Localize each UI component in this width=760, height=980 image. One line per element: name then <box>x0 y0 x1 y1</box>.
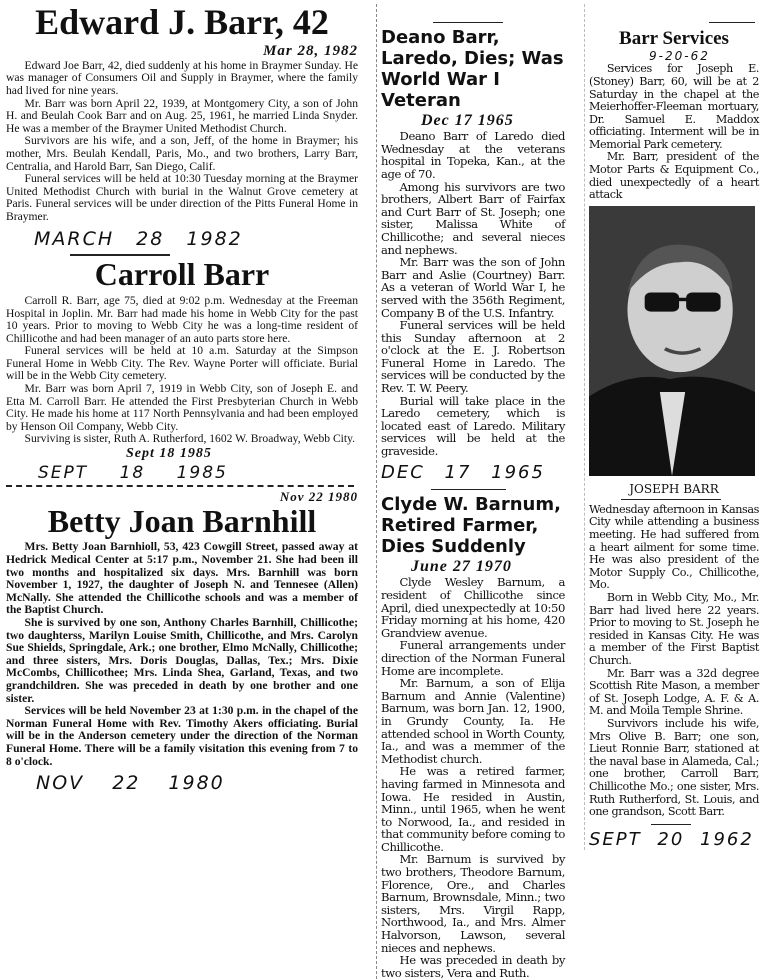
joseph-body-top <box>589 63 759 202</box>
betty-handwritten-note: Nov 22 1980 <box>279 489 358 505</box>
paragraph: Deano Barr of Laredo died Wednesday at the veterans hospital in Topeka, Kan., at the age of 70. <box>381 129 565 181</box>
deano-title: Deano Barr, Laredo, Dies; Was World War I Veteran <box>381 27 564 111</box>
paragraph: She is survived by one son, Anthony Charles Barnhill, Chillicothe; two daughterss, Marilyn Louise Smith, Chillicothe, and Mrs. Carolyn Sue Shields, Springdale, Ark.; one brother, Elmo McNally, Chillicothe; and three sisters, Mrs. Doris Douglas, Dallas, Tex.; Mrs. Dixie McCombs, Chillicothee; Mrs. Linda Shea, Garland, Texas, and two grandchildren. She was preceded in death by one brother and one sister. <box>6 615 358 705</box>
deano-body <box>381 130 565 457</box>
paragraph: Survivors are his wife, and a son, Jeff, of the home in Braymer; his mother, Mrs. Beulah Kendall, Paris, Mo., and two brothers, Larry Barr, Centralia, and Harold Barr, San Diego, Calif. <box>6 134 358 173</box>
paragraph: Mr. Barr was born April 22, 1939, at Montgomery City, a son of John H. and Beulah Cook Barr and on Aug. 25, 1961, he married Linda Snyder. He was a member of the Braymer United Methodist Church. <box>6 96 358 135</box>
edward-barr-obituary <box>6 4 358 250</box>
edward-title: Edward J. Barr, 42 <box>35 2 329 42</box>
paragraph: Mrs. Betty Joan Barnhioll, 53, 423 Cowgill Street, passed away at Hedrick Medical Center at 5:17 p.m., November 21. She had been ill two months and hospitalized six days. Mrs. Barnhill was born November 1, 1927, the daughter of Joseph N. and Tennesee (Allen) McNally. She attended the Chillicothe schools and was a member of the Baptist Church. <box>6 540 358 617</box>
right-column <box>584 4 759 850</box>
paragraph: Wednesday afternoon in Kansas City while attending a business meeting. He had suffered from a heart ailment for some time. He was also president of the Motor Supply Co., Chillicothe, Mo. <box>589 502 759 592</box>
divider <box>433 22 503 23</box>
joseph-barr-continued <box>589 482 759 850</box>
divider <box>709 22 755 23</box>
middle-column <box>376 4 565 979</box>
paragraph: Carroll R. Barr, age 75, died at 9:02 p.m. Wednesday at the Freeman Hospital in Joplin. Mr. Barr had made his home in Webb City for the past 10 years. Prior to moving to Webb City he was a long-time resident of Chillicothe and had been manager of an auto parts store here. <box>6 293 358 345</box>
deano-barr-obituary <box>381 27 565 483</box>
paragraph: He was preceded in death by two sisters, Vera and Ruth. <box>381 953 565 980</box>
paragraph: Burial will take place in the Laredo cemetery, which is located east of Laredo. Military services will be held at the graveside. <box>381 393 565 459</box>
clyde-barnum-obituary <box>381 494 565 979</box>
paragraph: Services will be held November 23 at 1:30 p.m. in the chapel of the Norman Funeral Home with Rev. Timothy Akers officiating. Burial will be in the Anderson cemetery under the direction of the Norman Funeral Home. There will be a family visitation this evening from 7 to 8 o'clock. <box>6 704 358 768</box>
paragraph: Mr. Barnum, a son of Elija Barnum and Annie (Valentine) Barnum, was born Jan. 12, 1900, in Grundy County, Ia. He attended school in Worth County, Ia., and was a memmer of the Methodist church. <box>381 676 565 766</box>
edward-handwritten-date: MARCH 28 1982 <box>34 227 243 250</box>
paragraph: Funeral arrangements under direction of the Norman Funeral Home are incomplete. <box>381 638 565 678</box>
photo-caption: JOSEPH BARR <box>629 481 719 496</box>
joseph-handwritten-note: 9-20-62 <box>649 48 710 63</box>
betty-title: Betty Joan Barnhill <box>47 502 317 539</box>
paragraph: Funeral services will be held this Sunday afternoon at 2 o'clock at the E. J. Robertson Funeral Home in Laredo. The services will be conducted by the Rev. T. W. Peery. <box>381 318 565 396</box>
betty-handwritten-date: NOV 22 1980 <box>36 772 225 795</box>
paragraph: Funeral services will be held at 10:30 Tuesday morning at the Braymer United Methodist Church with burial in the Walnut Grove cemetery at Paris. Funeral services will be under direction of the Pitts Funeral Home in Braymer. <box>6 172 358 223</box>
paragraph: Mr. Barr was a 32d degree Scottish Rite Mason, a member of St. Joseph Lodge, A. F. & A. M. and Moila Temple Shrine. <box>589 666 759 718</box>
carroll-handwritten-note: Sept 18 1985 <box>126 446 212 462</box>
paragraph: Mr. Barnum is survived by two brothers, Theodore Barnum, Florence, Ore., and Charles Barnum, Brownsdale, Minn.; two sisters, Mrs. Virgil Rapp, Northwood, Ia., and Mrs. Almer Halvorson, Lawson, several nieces and nephews. <box>381 852 565 955</box>
paragraph: Services for Joseph E. (Stoney) Barr, 60, will be at 2 Saturday in the chapel at the Meierhoffer-Fleeman mortuary, Dr. Samuel E. Maddox officiating. Interment will be in Memorial Park cemetery. <box>589 62 759 151</box>
divider <box>621 499 721 500</box>
carroll-handwritten-date: SEPT 18 1985 <box>38 462 228 483</box>
paragraph: Born in Webb City, Mo., Mr. Barr had lived here 22 years. Prior to moving to St. Joseph he resided in Kansas City. He was a member of the First Baptist Church. <box>589 591 759 667</box>
paragraph: Mr. Barr was born April 7, 1919 in Webb City, son of Joseph E. and Etta M. Carroll Barr. He attended the First Presbyterian Church in Webb City. He made his home at 117 North Pennsylvania and had been employed by Henson Oil Company, Webb City. <box>6 382 358 433</box>
joseph-title: Barr Services <box>619 28 729 49</box>
paragraph: Funeral services will be held at 10 a.m. Saturday at the Simpson Funeral Home in Webb City. The Rev. Wayne Porter will officiate. Burial will be in the Webb City cemetery. <box>6 344 358 383</box>
clyde-handwritten-note: June 27 1970 <box>411 558 512 576</box>
paragraph: Survivors include his wife, Mrs Olive B. Barr; one son, Lieut Ronnie Barr, stationed at the naval base in Alameda, Cal.; one brother, Carroll Barr, Chillicothe Mo.; one sister, Mrs. Ruth Rutherford, St. Louis, and one grandson, Scott Barr. <box>589 716 759 819</box>
paragraph: Mr. Barr, president of the Motor Parts & Equipment Co., died unexpectedly of a heart attack <box>589 150 759 202</box>
paragraph: Among his survivors are two brothers, Albert Barr of Fairfax and Curt Barr of St. Joseph; one sister, Malissa White of Chillicothe; and several nieces and nephews. <box>381 179 565 257</box>
paragraph: Edward Joe Barr, 42, died suddenly at his home in Braymer Sunday. He was manager of Consumers Oil and Supply in Braymer, where the family had lived for nine years. <box>6 58 358 97</box>
paragraph: He was a retired farmer, having farmed in Minnesota and Iowa. He resided in Austin, Minn., until 1965, when he went to Norwood, Ia., and resided in that community before coming to Chillicothe. <box>381 764 566 854</box>
clyde-title: Clyde W. Barnum, Retired Farmer, Dies Suddenly <box>381 494 561 558</box>
joseph-body-bottom <box>589 504 759 819</box>
joseph-barr-obituary <box>589 29 759 202</box>
left-column <box>6 4 358 795</box>
carroll-title: Carroll Barr <box>94 256 270 293</box>
divider <box>651 824 691 825</box>
carroll-body <box>6 295 358 446</box>
divider <box>6 485 354 487</box>
paragraph: Mr. Barr was the son of John Barr and Aslie (Courtney) Barr. As a veteran of World War I, he served with the 356th Regiment, Company B of the U.S. Infantry. <box>381 255 565 320</box>
betty-barnhill-obituary <box>6 489 358 795</box>
deano-handwritten-date: DEC 17 1965 <box>381 461 545 483</box>
edward-body <box>6 60 358 224</box>
edward-handwritten-note: Mar 28, 1982 <box>263 42 358 59</box>
deano-handwritten-note: Dec 17 1965 <box>421 112 514 129</box>
divider <box>431 489 506 490</box>
clyde-body <box>381 576 565 979</box>
portrait-image <box>589 206 755 476</box>
paragraph: Clyde Wesley Barnum, a resident of Chillicothe since April, died unexpectedly at 10:50 Friday morning at his home, 420 Grandview avenue. <box>381 575 565 640</box>
paragraph: Surviving is sister, Ruth A. Rutherford, 1602 W. Broadway, Webb City. <box>24 432 356 446</box>
betty-body <box>6 541 358 768</box>
joseph-barr-portrait <box>589 206 755 476</box>
joseph-handwritten-date: SEPT 20 1962 <box>589 828 754 850</box>
carroll-barr-obituary <box>6 258 358 483</box>
